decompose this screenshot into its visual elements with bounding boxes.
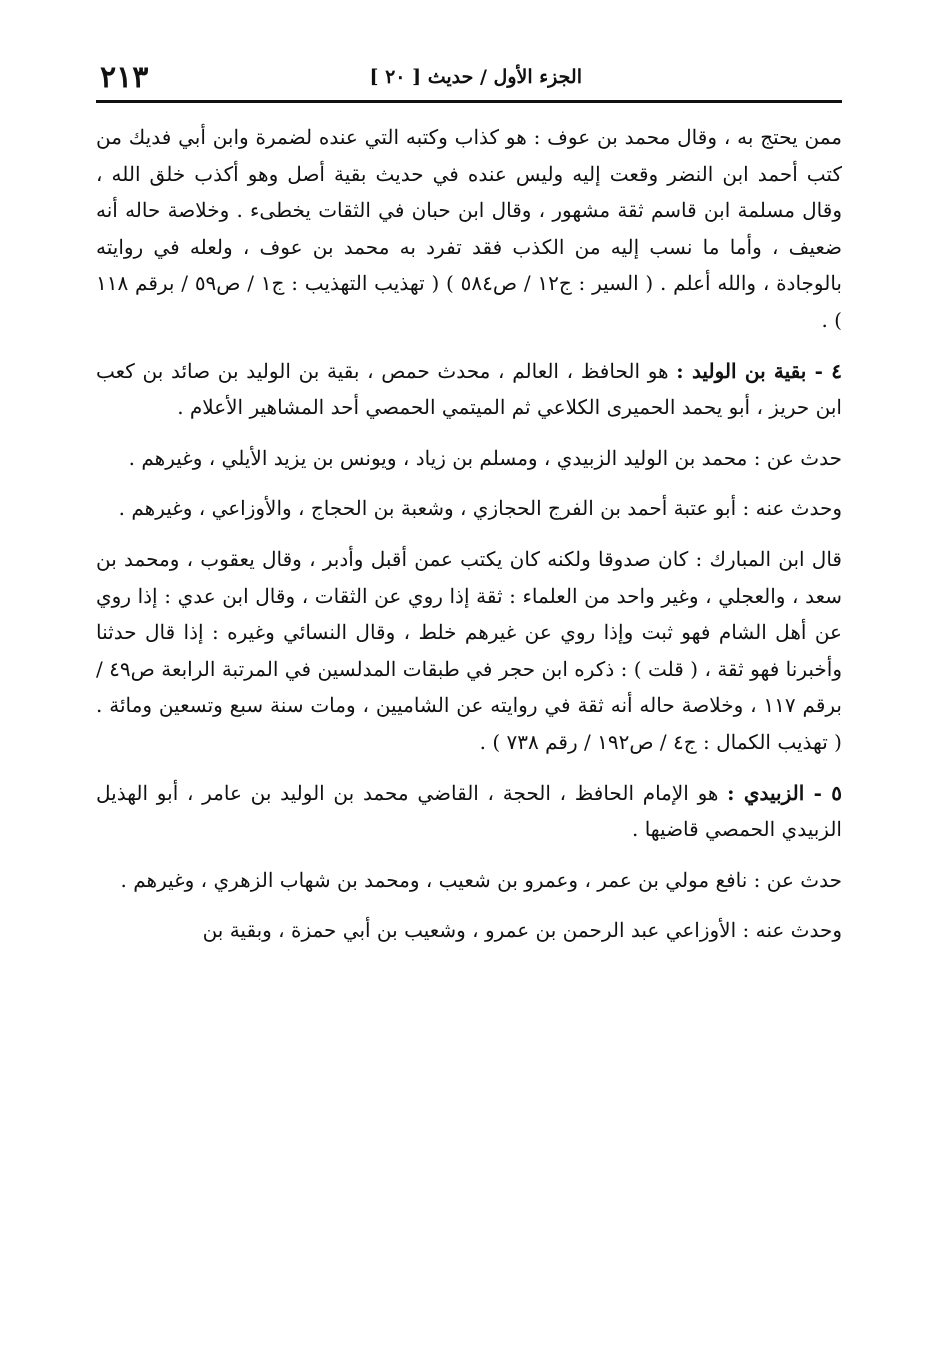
paragraph-text: وحدث عنه : الأوزاعي عبد الرحمن بن عمرو ، وشعيب بن أبي حمزة ، وبقية بن [202, 918, 842, 943]
paragraph-narrator-5-intro [96, 775, 842, 848]
page-header [96, 60, 842, 103]
paragraph-text: حدث عن : محمد بن الوليد الزبيدي ، ومسلم بن زياد ، ويونس بن يزيد الأيلي ، وغيرهم . [128, 445, 842, 470]
paragraph-narrator-3-continued [96, 119, 842, 339]
paragraph-narrator-4-teachers [96, 440, 842, 477]
paragraph-text: وحدث عنه : أبو عتبة أحمد بن الفرج الحجازي ، وشعبة بن الحجاج ، والأوزاعي ، وغيرهم . [118, 496, 842, 521]
narrator-name-label: ٥ - الزبيدي : [727, 780, 842, 805]
paragraph-text: قال ابن المبارك : كان صدوقا ولكنه كان يكتب عمن أقبل وأدبر ، وقال يعقوب ، ومحمد بن سعد ، والعجلي ، وغير واحد من العلماء : ثقة إذا روي عن الثقات ، وقال ابن عدي : إذا روي عن أهل الشام فهو ثبت وإذا روي عن غيرهم خلط ، وقال النسائي وغيره : إذا قال حدثنا وأخبرنا فهو ثقة ، ( قلت ) : ذكره ابن حجر في طبقات المدلسين في المرتبة الرابعة ص٤٩ / برقم ١١٧ ، وخلاصة حاله أنه ثقة في روايته عن الشاميين ، ومات سنة سبع وتسعين ومائة . ( تهذيب الكمال : ج٤ / ص١٩٢ / رقم ٧٣٨ ) . [96, 546, 842, 754]
paragraph-text: هو الحافظ ، العالم ، محدث حمص ، بقية بن الوليد بن صائد بن كعب ابن حريز ، أبو يحمد الحميرى الكلاعي ثم الميتمي الحمصي أحد المشاهير الأعلام . [96, 358, 842, 420]
paragraph-narrator-4-grading [96, 541, 842, 761]
narrator-name-label: ٤ - بقية بن الوليد : [676, 358, 842, 383]
paragraph-narrator-4-intro [96, 353, 842, 426]
book-page [96, 60, 842, 963]
page-number: ٢١٣ [100, 60, 149, 95]
paragraph-text: ممن يحتج به ، وقال محمد بن عوف : هو كذاب وكتبه التي عنده لضمرة وابن أبي فديك من كتب أحمد ابن النضر وقعت إليه وليس عنده في حديث بقية أصل وهو أكذب خلق الله ، وقال مسلمة ابن قاسم ثقة مشهور ، وقال ابن حبان في الثقات يخطىء . وخلاصة حاله أنه ضعيف ، وأما ما نسب إليه من الكذب فقد تفرد به محمد بن عوف ، ولعله في روايته بالوجادة ، والله أعلم . ( السير : ج١٢ / ص٥٨٤ ) ( تهذيب التهذيب : ج١ / ص٥٩ / برقم ١١٨ ) . [96, 125, 842, 332]
running-title: الجزء الأول / حديث [ ٢٠ ] [369, 66, 582, 88]
paragraph-narrator-4-students [96, 490, 842, 527]
paragraph-text: هو الإمام الحافظ ، الحجة ، القاضي محمد بن الوليد بن عامر ، أبو الهذيل الزبيدي الحمصي قاضيها . [96, 780, 842, 842]
paragraph-text: حدث عن : نافع مولي بن عمر ، وعمرو بن شعيب ، ومحمد بن شهاب الزهري ، وغيرهم . [120, 867, 842, 892]
page-body [96, 119, 842, 949]
paragraph-narrator-5-teachers [96, 862, 842, 899]
paragraph-narrator-5-students [96, 912, 842, 949]
